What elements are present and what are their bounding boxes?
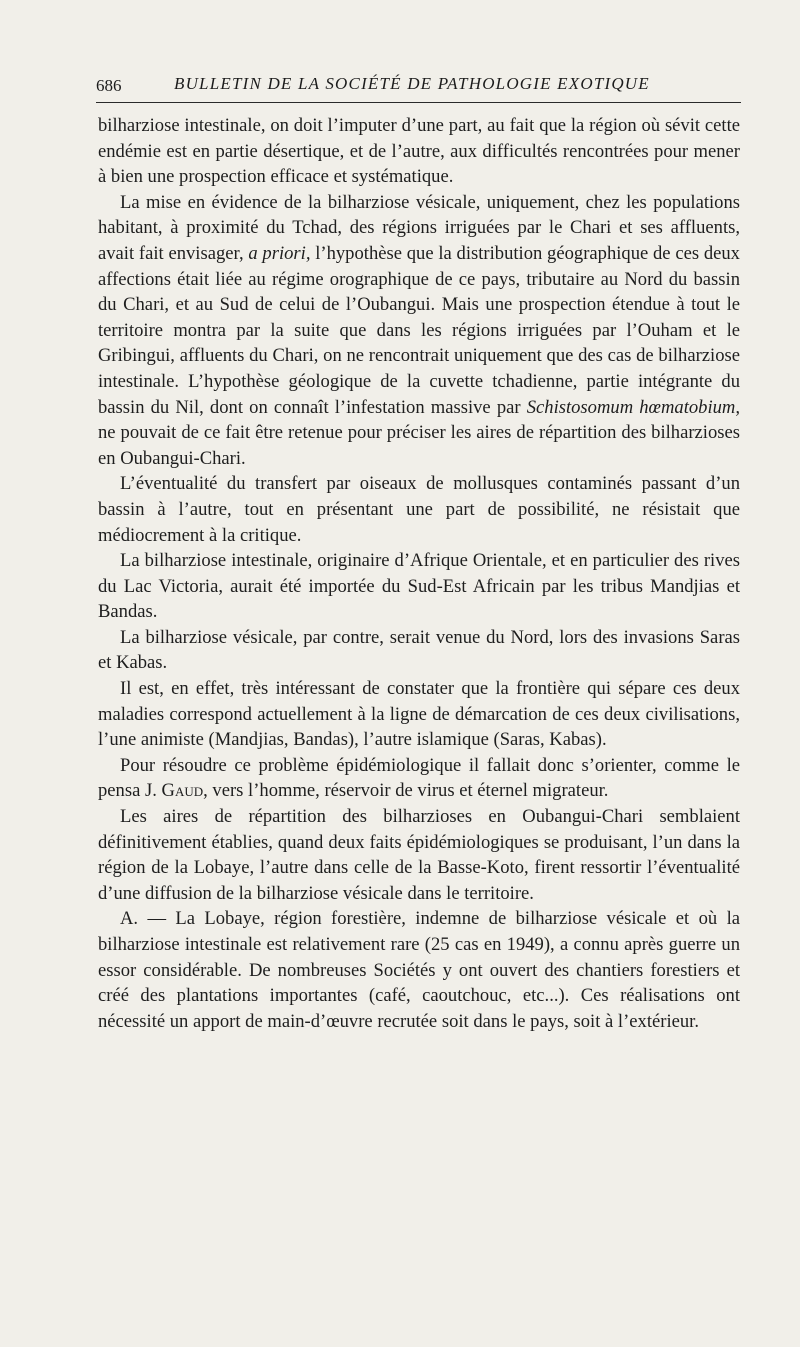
page-number: 686 [96,76,122,95]
article-body [98,113,740,1034]
species-name: Schistosomum hœmatobium, [526,396,740,418]
paragraph [98,471,740,548]
author-name: Gaud [161,780,204,802]
paragraph [98,676,740,753]
paragraph-text: A. — La Lobaye, région forestière, indemne de bilharziose vésicale et où la bilharziose intestinale est relativement rare (25 cas en 1949), a connu après guerre un essor considérable. De nombreuses Sociétés y ont ouvert des chantiers forestiers et créé des plantations importantes (café, caoutchouc, etc...). Ces réalisations ont nécessité un apport de main-d’œuvre recrutée soit dans le pays, soit à l’extérieur. [98,908,740,1032]
paragraph-text: La bilharziose vésicale, par contre, serait venue du Nord, lors des invasions Saras et Kabas. [98,626,740,674]
paragraph-text: ne pouvait de ce fait être retenue pour préciser les aires de répartition des bilharzioses en Oubangui-Chari. [98,422,740,469]
paragraph-text: L’éventualité du transfert par oiseaux de mollusques contaminés passant d’un bassin à l’autre, tout en présentant une part de possibilité, ne résistait que médiocrement à la critique. [98,473,740,546]
paragraph [98,625,740,676]
paragraph-text: Pour résoudre ce problème épidémiologique il fallait donc s’orienter, comme le pensa J. [98,754,740,802]
paragraph [98,753,740,804]
italic-phrase: a priori, [248,242,311,264]
paragraph [98,906,740,1034]
running-title: BULLETIN DE LA SOCIÉTÉ DE PATHOLOGIE EXOTIQUE [174,74,650,93]
paragraph-text: bilharziose intestinale, on doit l’imputer d’une part, au fait que la région où sévit cette endémie est en partie désertique, et de l’autre, aux difficultés rencontrées pour mener à bien une prospection efficace et systématique. [98,115,740,188]
paragraph-text: , vers l’homme, réservoir de virus et éternel migrateur. [203,780,609,802]
header-rule [96,102,741,103]
paragraph-text: La bilharziose intestinale, originaire d’Afrique Orientale, et en particulier des rives du Lac Victoria, aurait été importée du Sud-Est Africain par les tribus Mandjias et Bandas. [98,550,740,623]
paragraph-text: Les aires de répartition des bilharzioses en Oubangui-Chari semblaient définitivement établies, quand deux faits épidémiologiques se produisant, l’un dans la région de la Lobaye, l’autre dans celle de la Basse-Koto, firent ressortir l’éventualité d’une diffusion de la bilharziose vésicale dans le territoire. [98,806,740,904]
page-header [96,72,741,98]
paragraph-text: l’hypothèse que la distribution géographique de ces deux affections était liée au régime orographique de ce pays, tributaire au Nord du bassin du Chari, et au Sud de celui de l’Oubangui. Mais une prospection étendue à tout le territoire montra par la suite que dans les régions irriguées par l’Ouham et le Gribingui, affluents du Chari, on ne rencontrait uniquement que des cas de bilharziose intestinale. L’hypothèse géologique de la cuvette tchadienne, partie intégrante du bassin du Nil, dont on connaît l’infestation massive par [98,242,740,418]
paragraph-text: La mise en évidence de la bilharziose vésicale, uniquement, chez les populations habitant, à proximité du Tchad, des régions irriguées par le Chari et ses affluents, avait fait envisager, [98,191,740,264]
paragraph [98,548,740,625]
paragraph-text: Il est, en effet, très intéressant de constater que la frontière qui sépare ces deux maladies correspond actuellement à la ligne de démarcation de ces deux civilisations, l’une animiste (Mandjias, Bandas), l’autre islamique (Saras, Kabas). [98,678,740,751]
paragraph [98,804,740,906]
paragraph [98,190,740,472]
paragraph [98,113,740,190]
